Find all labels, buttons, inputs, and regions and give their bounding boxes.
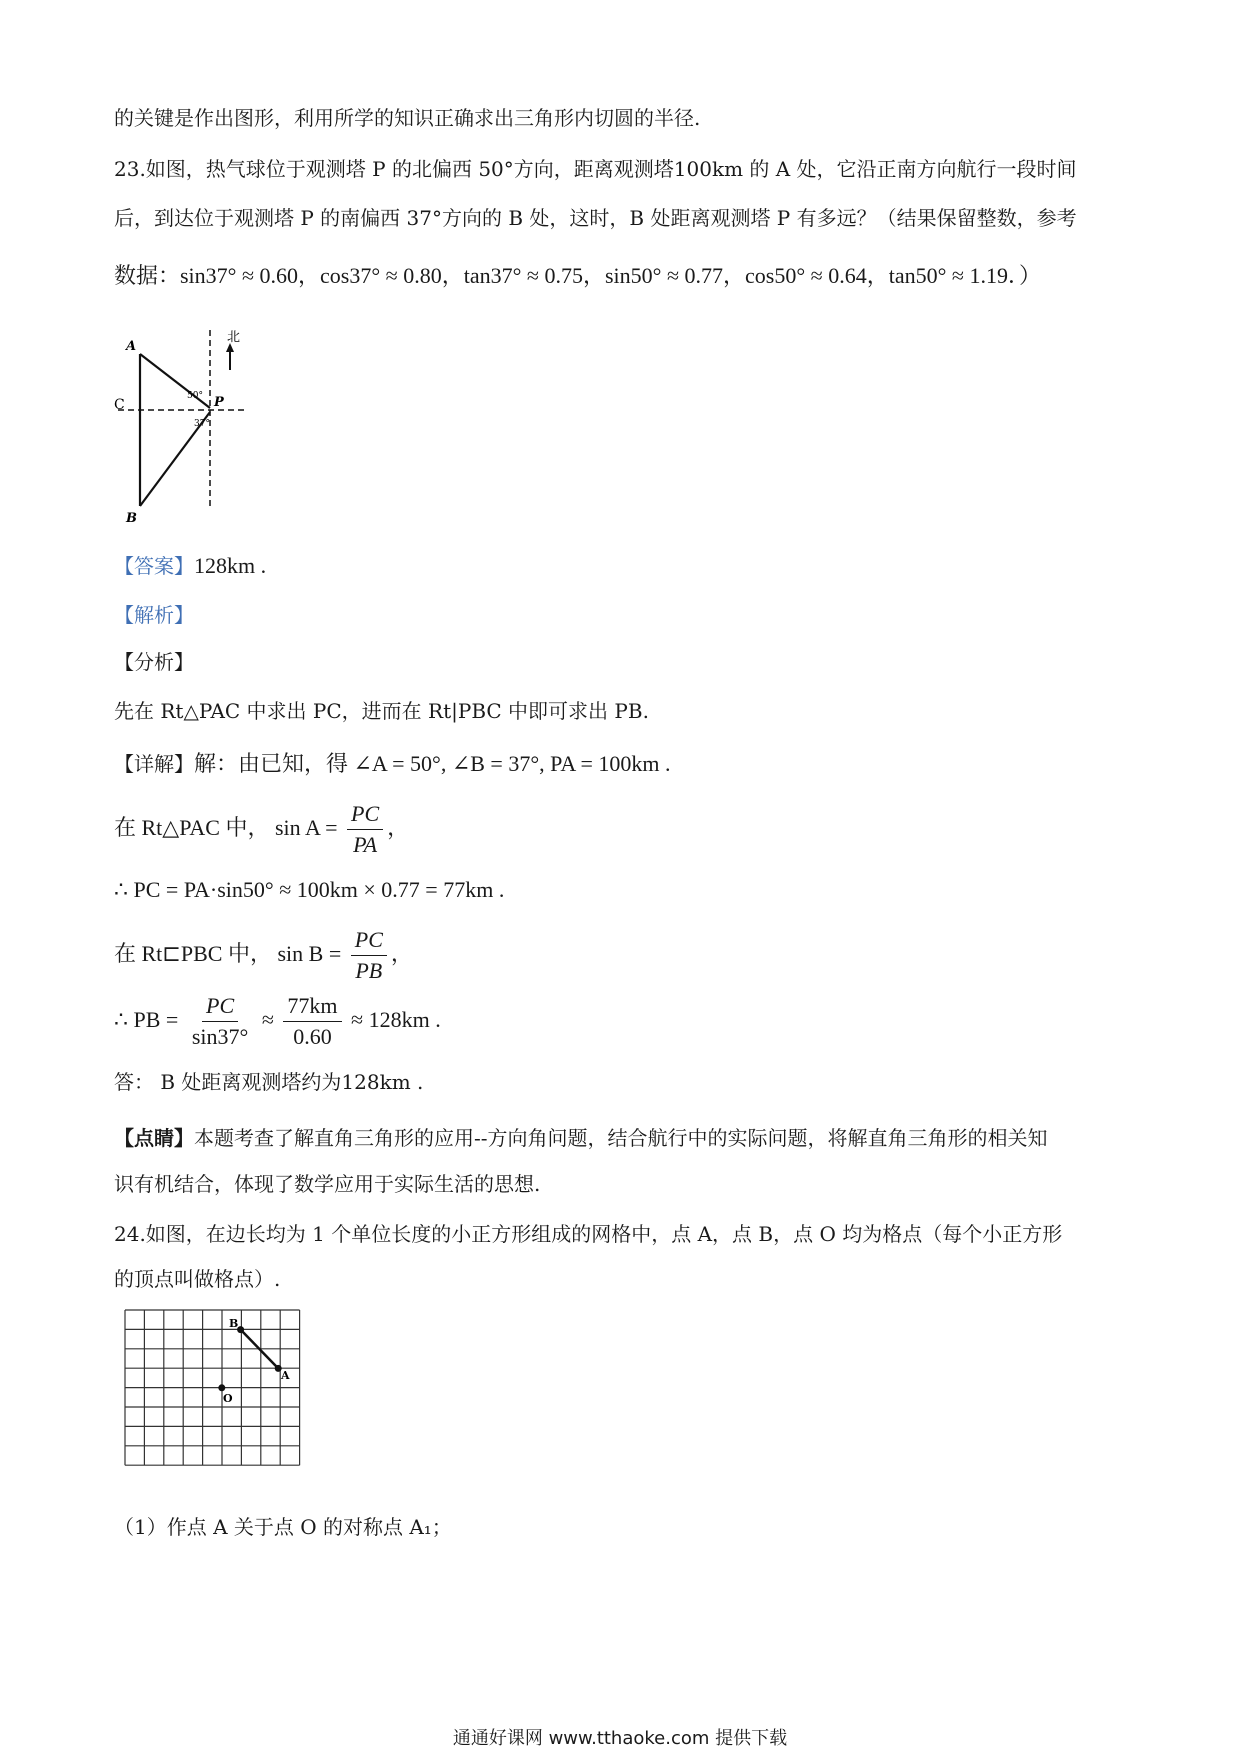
fraction-denominator: sin37° (191, 1024, 249, 1050)
question-24-line-2: 的顶点叫做格点）. (114, 1267, 281, 1291)
dianjing-line-1 (114, 1124, 1048, 1152)
step-4 (114, 990, 441, 1052)
fraction-numerator: PC (351, 925, 387, 956)
label-A: A (281, 1369, 290, 1382)
label-C: C (114, 397, 125, 413)
fenxi-tag: 【分析】 (114, 650, 194, 674)
fenxi-text: 先在 Rt△PAC 中求出 PC，进而在 Rt|PBC 中即可求出 PB. (114, 699, 649, 723)
step-4-suffix: ≈ 128km . (351, 1007, 441, 1032)
answer-line (114, 552, 266, 580)
fraction-PC-over-PA (347, 799, 383, 860)
figure-23-diagram (110, 330, 250, 530)
label-A: A (126, 339, 137, 354)
fraction-denominator: PA (353, 832, 378, 858)
point-O (218, 1384, 225, 1391)
answer-tag: 【答案】 (114, 554, 194, 578)
dianjing-text-1: 本题考查了解直角三角形的应用--方向角问题，结合航行中的实际问题，将解直角三角形的相关知 (194, 1126, 1048, 1150)
label-angle-37: 37° (194, 419, 210, 429)
fraction-numerator: 77km (283, 991, 341, 1022)
dianjing-tag: 【点睛】 (114, 1126, 194, 1150)
analysis-tag: 【解析】 (114, 603, 194, 627)
detail-tag: 【详解】 (114, 752, 194, 776)
label-B: B (126, 511, 137, 526)
step-4-prefix: ∴ PB = (114, 1007, 179, 1032)
question-23-line-1: 23.如图，热气球位于观测塔 P 的北偏西 50°方向，距离观测塔100km 的 A 处，它沿正南方向航行一段时间 (114, 157, 1077, 181)
label-angle-50: 50° (187, 391, 203, 401)
step-2: ∴ PC = PA·sin50° ≈ 100km × 0.77 = 77km . (114, 877, 505, 902)
fraction-denominator: PB (355, 958, 383, 984)
step-3-suffix: ， (390, 941, 413, 966)
grid-lines (125, 1310, 300, 1465)
figure-24-grid (123, 1308, 308, 1483)
label-O: O (223, 1392, 233, 1405)
label-north: 北 (227, 330, 241, 345)
fraction-numerator: PC (202, 991, 238, 1022)
question-24-line-1: 24.如图，在边长均为 1 个单位长度的小正方形组成的网格中，点 A，点 B，点 O 均为格点（每个小正方形 (114, 1222, 1063, 1246)
fraction-PC-over-PB (351, 925, 387, 986)
step-1-suffix: ， (387, 815, 410, 840)
label-B: B (229, 1317, 239, 1330)
step-1-prefix: 在 Rt△PAC 中， sin A = (114, 815, 338, 840)
dianjing-line-2: 识有机结合，体现了数学应用于实际生活的思想. (114, 1172, 541, 1196)
label-P: P (214, 395, 224, 410)
fraction-77km-over-060 (283, 991, 341, 1052)
question-24-part-1: （1）作点 A 关于点 O 的对称点 A₁； (114, 1515, 452, 1539)
step-3 (114, 924, 413, 986)
fraction-PC-over-sin37 (188, 991, 252, 1052)
text-line-1: 的关键是作出图形，利用所学的知识正确求出三角形内切圆的半径. (114, 106, 701, 130)
question-23-reference-data: 数据：sin37° ≈ 0.60，cos37° ≈ 0.80，tan37° ≈ 0.75，sin50° ≈ 0.77，cos50° ≈ 0.64，tan50° ≈ 1.19．） (114, 263, 1041, 288)
step-3-prefix: 在 Rt⊏PBC 中， sin B = (114, 941, 342, 966)
question-23-line-2: 后，到达位于观测塔 P 的南偏西 37°方向的 B 处，这时，B 处距离观测塔 P 有多远？（结果保留整数，参考 (114, 206, 1077, 230)
conclusion: 答： B 处距离观测塔约为128km . (114, 1070, 424, 1094)
step-4-approx: ≈ (261, 1007, 274, 1032)
step-1 (114, 798, 409, 860)
answer-value: 128km . (194, 553, 267, 578)
fraction-denominator: 0.60 (293, 1024, 332, 1050)
detail-line (114, 750, 671, 778)
footer: 通通好课网 www.tthaoke.com 提供下载 (452, 1728, 788, 1749)
fraction-numerator: PC (347, 799, 383, 830)
detail-intro: 解：由已知，得 ∠A = 50°, ∠B = 37°, PA = 100km . (194, 751, 671, 776)
